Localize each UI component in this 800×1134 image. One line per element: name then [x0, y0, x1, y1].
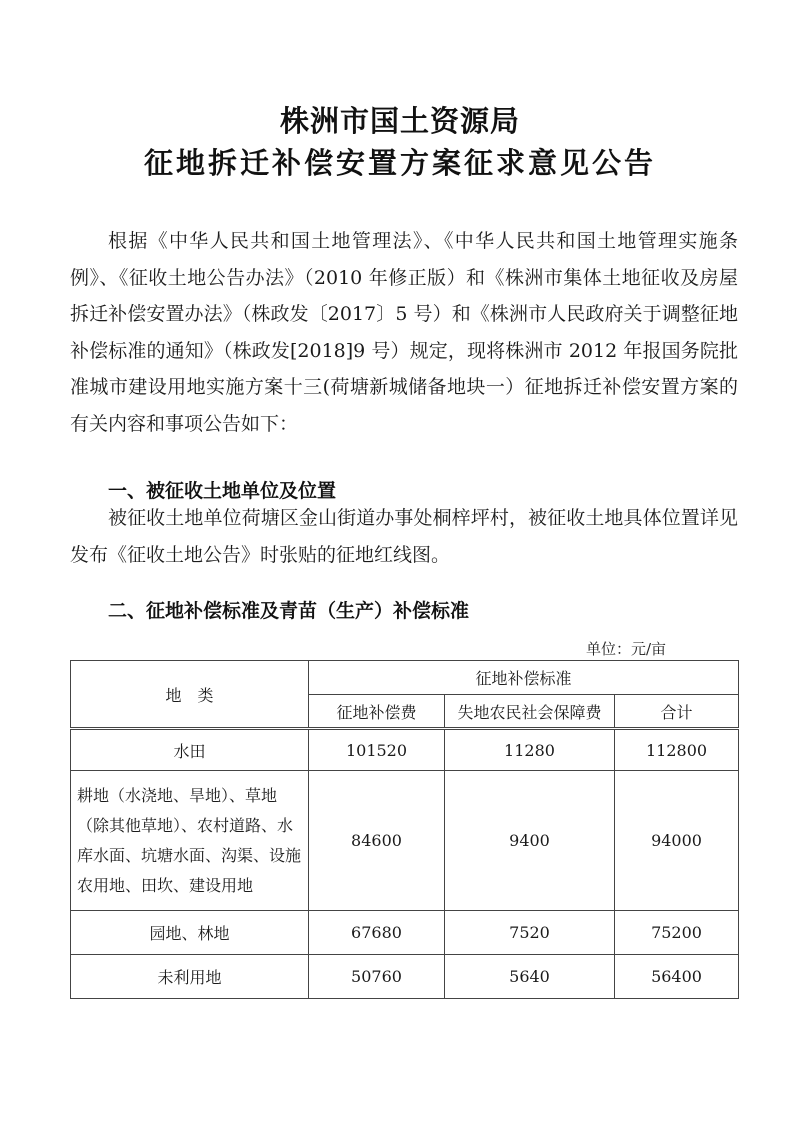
unit-note: 单位：元/亩	[586, 640, 667, 658]
table-row	[71, 729, 739, 771]
cell-total: 56400	[615, 955, 739, 999]
cell-social-security-fee: 7520	[445, 911, 615, 955]
header-compensation-standard: 征地补偿标准	[309, 661, 739, 695]
intro-paragraph: 根据《中华人民共和国土地管理法》、《中华人民共和国土地管理实施条例》、《征收土地公告办法》（2010 年修正版）和《株洲市集体土地征收及房屋拆迁补偿安置办法》（株政发〔2017〕5 号）和《株洲市人民政府关于调整征地补偿标准的通知》（株政发[2018]9 号）规定，现将株洲市 2012 年报国务院批准城市建设用地实施方案十三(荷塘新城储备地块一）征地拆迁补偿安置方案的有关内容和事项公告如下：	[70, 230, 738, 435]
document-title-line1: 株洲市国土资源局	[279, 104, 520, 138]
cell-land-compensation-fee: 67680	[309, 911, 445, 955]
section1-paragraph: 被征收土地单位荷塘区金山街道办事处桐梓坪村，被征收土地具体位置详见发布《征收土地公告》时张贴的征地红线图。	[70, 507, 738, 566]
document-title-line2: 征地拆迁补偿安置方案征求意见公告	[143, 146, 656, 180]
cell-social-security-fee: 5640	[445, 955, 615, 999]
compensation-table	[70, 660, 739, 999]
table-row	[71, 955, 739, 999]
cell-land-compensation-fee: 50760	[309, 955, 445, 999]
cell-total: 112800	[615, 729, 739, 771]
section2-heading: 二、征地补偿标准及青苗（生产）补偿标准	[108, 600, 470, 622]
section1-heading: 一、被征收土地单位及位置	[108, 480, 337, 502]
cell-total: 94000	[615, 771, 739, 911]
header-total: 合计	[615, 695, 739, 729]
cell-social-security-fee: 9400	[445, 771, 615, 911]
table-row	[71, 771, 739, 911]
cell-land-type: 水田	[71, 729, 309, 771]
header-social-security-fee: 失地农民社会保障费	[445, 695, 615, 729]
cell-land-type: 园地、林地	[71, 911, 309, 955]
cell-land-compensation-fee: 101520	[309, 729, 445, 771]
cell-social-security-fee: 11280	[445, 729, 615, 771]
cell-total: 75200	[615, 911, 739, 955]
cell-land-compensation-fee: 84600	[309, 771, 445, 911]
cell-land-type: 耕地（水浇地、旱地）、草地（除其他草地）、农村道路、水库水面、坑塘水面、沟渠、设施农用地、田坎、建设用地	[71, 771, 309, 911]
cell-land-type: 未利用地	[71, 955, 309, 999]
table-row	[71, 911, 739, 955]
header-land-compensation-fee: 征地补偿费	[309, 695, 445, 729]
header-land-type: 地 类	[71, 661, 309, 729]
